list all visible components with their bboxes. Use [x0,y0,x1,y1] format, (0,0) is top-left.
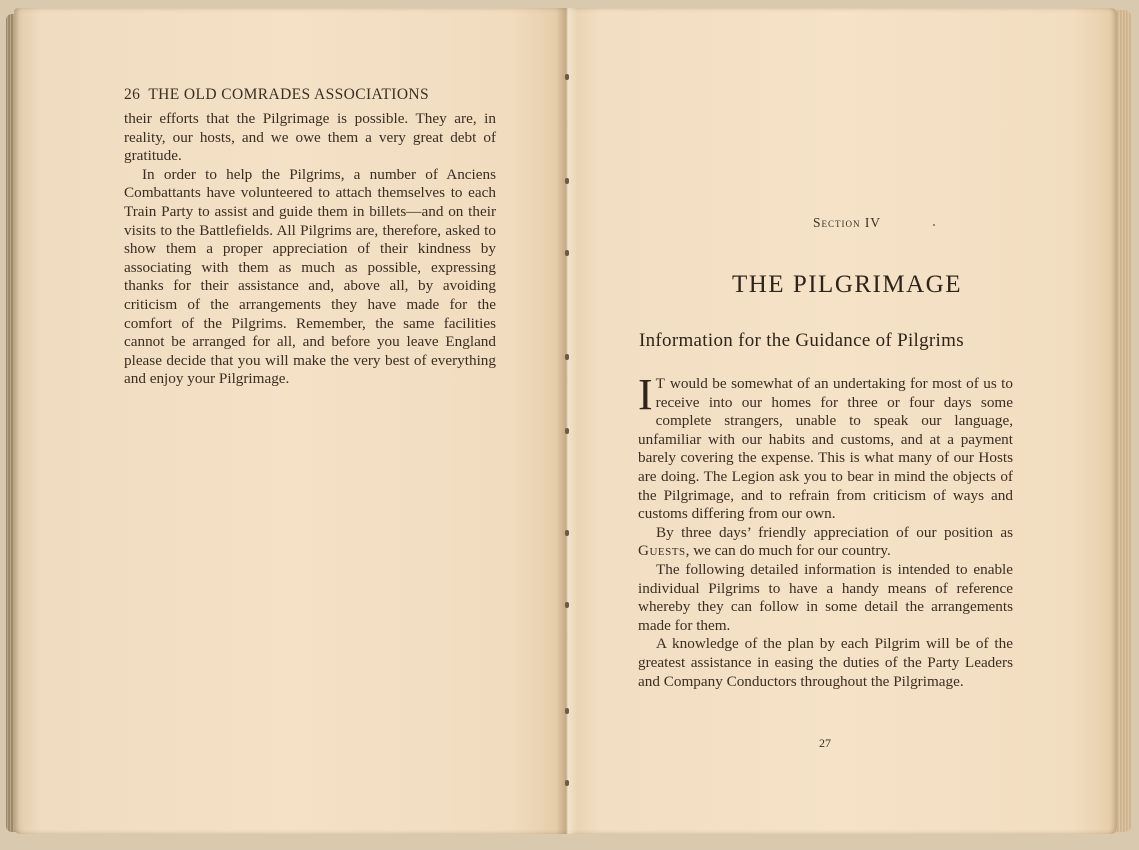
right-paragraph-1 [638,370,1013,524]
right-paragraph-2-after: , we can do much for our country. [685,542,891,560]
right-paragraph-1-text: would be somewhat of an undertaking for most of us to receive into our homes for three or four days some complete strangers, unable to speak our language, unfamiliar with our habits and customs, and at a payment barely covering the expense. This is what many of our Hosts are doing. The Legion ask you to bear in mind the objects of the Pilgrimage, and to refrain from criticism of ways and customs differing from our own. [638,375,1013,523]
right-body-text [638,370,1013,691]
left-paragraph-1: their efforts that the Pilgrimage is possible. They are, in reality, our hosts, and we owe them a very great debt of gratitude. [124,110,496,165]
right-paragraph-2 [638,524,1013,561]
binding-stitch [565,428,569,434]
left-page [14,8,567,834]
left-paragraph-2: In order to help the Pilgrims, a number of Anciens Combattants have volunteered to attach themselves to each Train Party to assist and guide them in billets—and on their visits to the Battlefields. All Pilgrims are, therefore, asked to show them a proper appreciation of their kindness by associating with them as much as possible, expressing thanks for their assistance and, above all, by avoiding criticism of the arrangements they have made for the comfort of the Pilgrims. Remember, the same facilities cannot be arranged for all, and before you leave England please decide that you will make the very best of everything and enjoy your Pilgrimage. [124,165,496,388]
binding-stitch [565,530,569,536]
binding-stitch [565,602,569,608]
chapter-title: THE PILGRIMAGE [731,271,962,298]
binding-stitch [565,250,569,256]
right-page-number: 27 [819,736,831,750]
binding-stitch [565,708,569,714]
left-body-text [124,110,496,389]
drop-cap-lead: T [655,375,666,392]
binding-stitch [565,74,569,80]
binding-stitch [565,178,569,184]
binding-stitch [565,780,569,786]
running-head-title: THE OLD COMRADES ASSOCIATIONS [148,86,430,103]
right-page [567,8,1117,834]
left-page-number: 26 [124,86,141,103]
right-paragraph-4: A knowledge of the plan by each Pilgrim will be of the greatest assistance in easing the duties of the Party Leaders and Company Conductors throughout the Pilgrimage. [638,635,1013,690]
right-paragraph-2-before: By three days’ friendly appreciation of our position as [656,523,1013,541]
drop-cap: I [638,370,653,419]
section-label: Section IV [812,215,882,230]
binding-stitch [565,354,569,360]
paper-speck [933,224,935,226]
guests-emphasis: Guests [638,542,686,560]
right-paragraph-3: The following detailed information is intended to enable individual Pilgrims to have a handy means of reference whereby they can follow in some detail the arrangements made for them. [638,560,1013,634]
chapter-subtitle: Information for the Guidance of Pilgrims [639,330,964,351]
running-head [124,86,429,104]
